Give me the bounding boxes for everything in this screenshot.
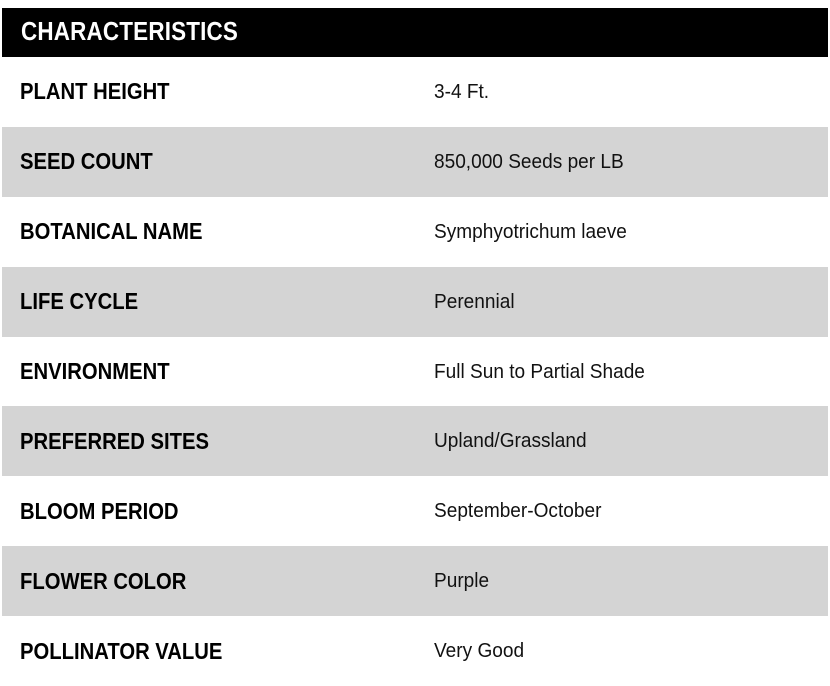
row-value: Perennial xyxy=(434,289,515,313)
table-header xyxy=(2,8,828,57)
row-value-cell xyxy=(434,220,828,244)
characteristics-table xyxy=(2,8,828,686)
table-row xyxy=(2,476,828,546)
table-title: CHARACTERISTICS xyxy=(21,18,239,46)
row-label-cell xyxy=(20,218,434,245)
row-value-cell xyxy=(434,80,828,104)
row-value: Full Sun to Partial Shade xyxy=(434,359,645,383)
row-label: PLANT HEIGHT xyxy=(20,78,170,105)
row-label: BLOOM PERIOD xyxy=(20,497,179,524)
row-value: Symphyotrichum laeve xyxy=(434,219,627,243)
table-row xyxy=(2,267,828,337)
row-label: BOTANICAL NAME xyxy=(20,218,203,245)
row-value: Purple xyxy=(434,569,490,593)
table-row xyxy=(2,406,828,476)
row-label: POLLINATOR VALUE xyxy=(20,637,223,664)
row-label-cell xyxy=(20,568,434,595)
row-value-cell xyxy=(434,290,828,314)
table-row xyxy=(2,197,828,267)
row-label-cell xyxy=(20,358,434,385)
table-row xyxy=(2,337,828,407)
row-value-cell xyxy=(434,569,828,593)
row-value-cell xyxy=(434,360,828,384)
row-value: 850,000 Seeds per LB xyxy=(434,149,624,173)
row-value-cell xyxy=(434,499,828,523)
row-label-cell xyxy=(20,78,434,105)
table-row xyxy=(2,127,828,197)
row-label-cell xyxy=(20,428,434,455)
table-row xyxy=(2,546,828,616)
row-label: PREFERRED SITES xyxy=(20,427,209,454)
row-value-cell xyxy=(434,639,828,663)
row-label: SEED COUNT xyxy=(20,148,153,175)
table-row xyxy=(2,57,828,127)
row-label-cell xyxy=(20,288,434,315)
table-body xyxy=(2,57,828,686)
row-value-cell xyxy=(434,429,828,453)
row-value: Upland/Grassland xyxy=(434,429,587,453)
row-value: Very Good xyxy=(434,639,525,663)
row-label: LIFE CYCLE xyxy=(20,288,139,315)
row-label-cell xyxy=(20,498,434,525)
row-label: ENVIRONMENT xyxy=(20,358,170,384)
table-row xyxy=(2,616,828,686)
row-label-cell xyxy=(20,638,434,665)
row-label-cell xyxy=(20,148,434,175)
row-value-cell xyxy=(434,150,828,174)
row-value: 3-4 Ft. xyxy=(434,79,490,103)
row-label: FLOWER COLOR xyxy=(20,567,187,594)
row-value: September-October xyxy=(434,499,602,523)
